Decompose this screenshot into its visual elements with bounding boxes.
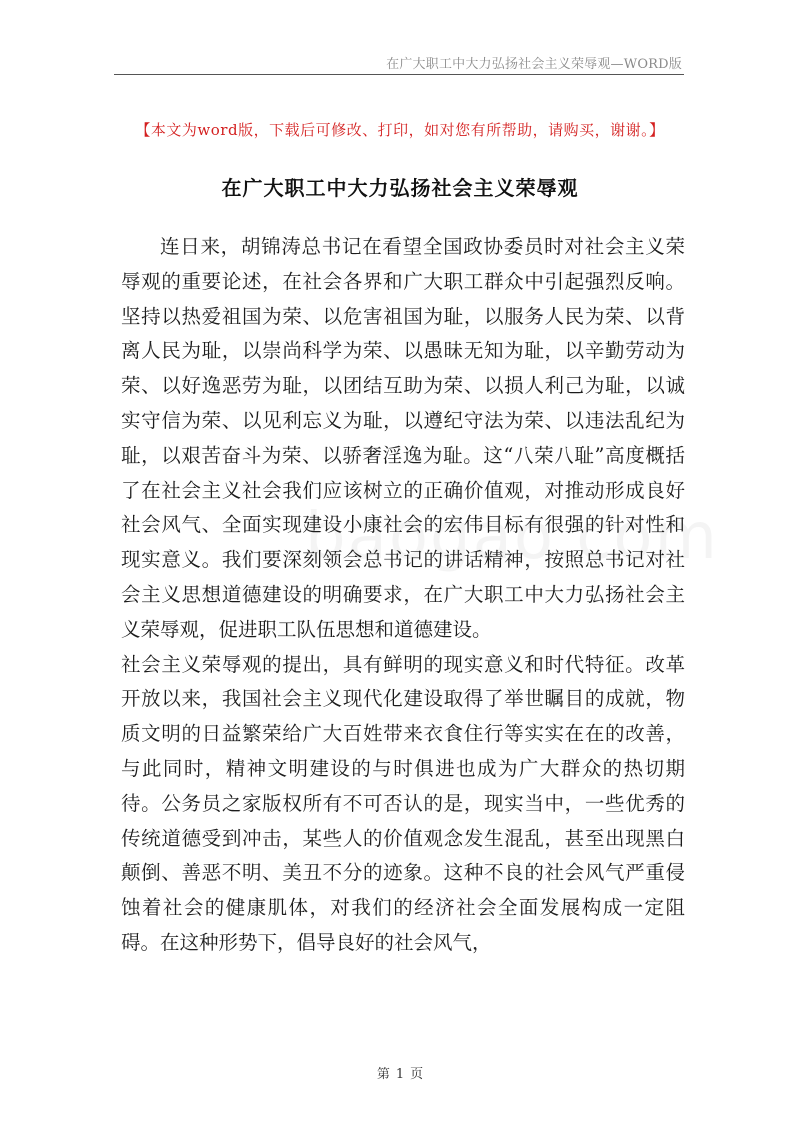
paragraph-1: 连日来，胡锦涛总书记在看望全国政协委员时对社会主义荣辱观的重要论述，在社会各界和广大职工群众中引起强烈反响。坚持以热爱祖国为荣、以危害祖国为耻，以服务人民为荣、以背离人民为耻，以崇尚科学为荣、以愚昧无知为耻，以辛勤劳动为荣、以好逸恶劳为耻，以团结互助为荣、以损人利己为耻，以诚实守信为荣、以见利忘义为耻，以遵纪守法为荣、以违法乱纪为耻，以艰苦奋斗为荣、以骄奢淫逸为耻。这“八荣八耻”高度概括了在社会主义社会我们应该树立的正确价值观，对推动形成良好社会风气、全面实现建设小康社会的宏伟目标有很强的针对性和现实意义。我们要深刻领会总书记的讲话精神，按照总书记对社会主义思想道德建设的明确要求，在广大职工中大力弘扬社会主义荣辱观，促进职工队伍思想和道德建设。: [121, 235, 685, 641]
page-suffix: 页: [410, 1067, 424, 1082]
paragraph-2: 社会主义荣辱观的提出，具有鲜明的现实意义和时代特征。改革开放以来，我国社会主义现代化建设取得了举世瞩目的成就，物质文明的日益繁荣给广大百姓带来衣食住行等实实在在的改善，与此同时，精神文明建设的与时俱进也成为广大群众的热切期待。公务员之家版权所有不可否认的是，现实当中，一些优秀的传统道德受到冲击，某些人的价值观念发生混乱，甚至出现黑白颠倒、善恶不明、美丑不分的迹象。这种不良的社会风气严重侵蚀着社会的健康肌体，对我们的经济社会全面发展构成一定阻碍。在这种形势下，倡导良好的社会风气，: [121, 652, 685, 954]
download-notice: 【本文为word版，下载后可修改、打印，如对您有所帮助，请购买，谢谢。】: [135, 121, 665, 139]
document-title: 在广大职工中大力弘扬社会主义荣辱观: [221, 176, 579, 200]
page-number: 1: [395, 1067, 405, 1082]
running-header: 在广大职工中大力弘扬社会主义荣辱观—WORD版: [386, 57, 682, 72]
document-body: [121, 230, 685, 961]
header-divider: [114, 74, 684, 75]
page-footer: [0, 1063, 800, 1082]
page-prefix: 第: [376, 1067, 390, 1082]
